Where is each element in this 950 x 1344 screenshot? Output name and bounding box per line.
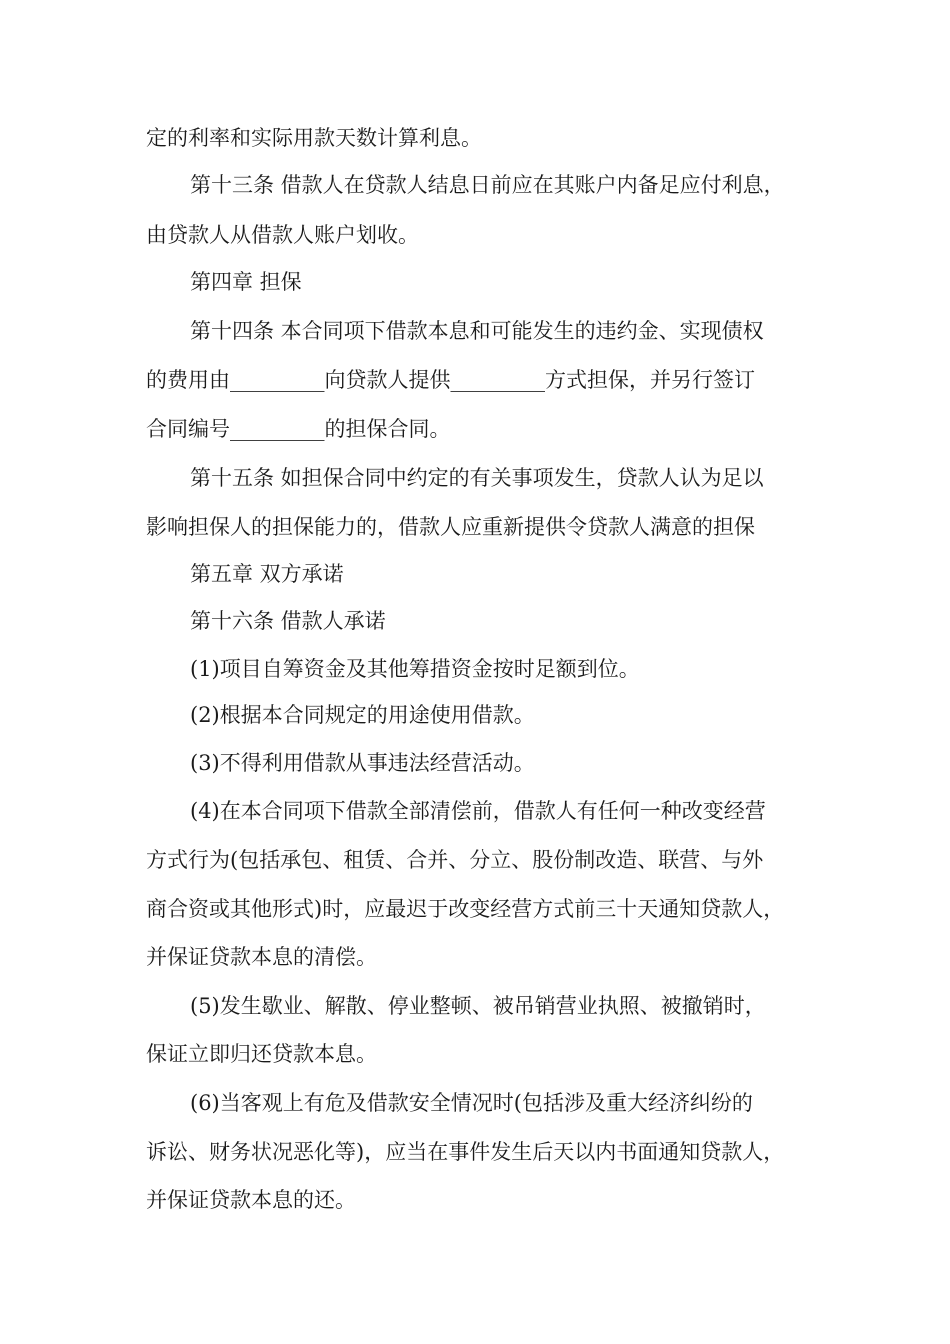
list-item: (1)项目自筹资金及其他筹措资金按时足额到位。 — [190, 657, 640, 681]
chapter-heading: 第四章 担保 — [190, 270, 302, 294]
text-line: 定的利率和实际用款天数计算利息。 — [146, 126, 482, 150]
text-line: 第十四条 本合同项下借款本息和可能发生的违约金、实现债权 — [190, 319, 764, 343]
list-item: (2)根据本合同规定的用途使用借款。 — [190, 703, 535, 727]
text-line: 合同编号_________的担保合同。 — [146, 417, 451, 441]
list-item: (6)当客观上有危及借款安全情况时(包括涉及重大经济纠纷的 — [190, 1091, 753, 1115]
text-line: 方式行为(包括承包、租赁、合并、分立、股份制改造、联营、与外 — [146, 848, 764, 872]
text-line: 诉讼、财务状况恶化等)，应当在事件发生后天以内书面通知贷款人， — [146, 1140, 785, 1164]
text-line: 影响担保人的担保能力的，借款人应重新提供令贷款人满意的担保 — [146, 515, 755, 539]
text-line: 第十三条 借款人在贷款人结息日前应在其账户内备足应付利息， — [190, 173, 785, 197]
text-line: 第十五条 如担保合同中约定的有关事项发生，贷款人认为足以 — [190, 466, 764, 490]
text-line: 的费用由_________向贷款人提供_________方式担保，并另行签订 — [146, 368, 755, 392]
text-line: 并保证贷款本息的清偿。 — [146, 945, 377, 969]
list-item: (5)发生歇业、解散、停业整顿、被吊销营业执照、被撤销时， — [190, 994, 766, 1018]
text-line: 第十六条 借款人承诺 — [190, 609, 386, 633]
list-item: (3)不得利用借款从事违法经营活动。 — [190, 751, 535, 775]
text-line: 商合资或其他形式)时，应最迟于改变经营方式前三十天通知贷款人， — [146, 897, 785, 921]
list-item: (4)在本合同项下借款全部清偿前，借款人有任何一种改变经营 — [190, 799, 766, 823]
chapter-heading: 第五章 双方承诺 — [190, 562, 344, 586]
text-line: 并保证贷款本息的还。 — [146, 1188, 356, 1212]
text-line: 保证立即归还贷款本息。 — [146, 1042, 377, 1066]
text-line: 由贷款人从借款人账户划收。 — [146, 223, 419, 247]
